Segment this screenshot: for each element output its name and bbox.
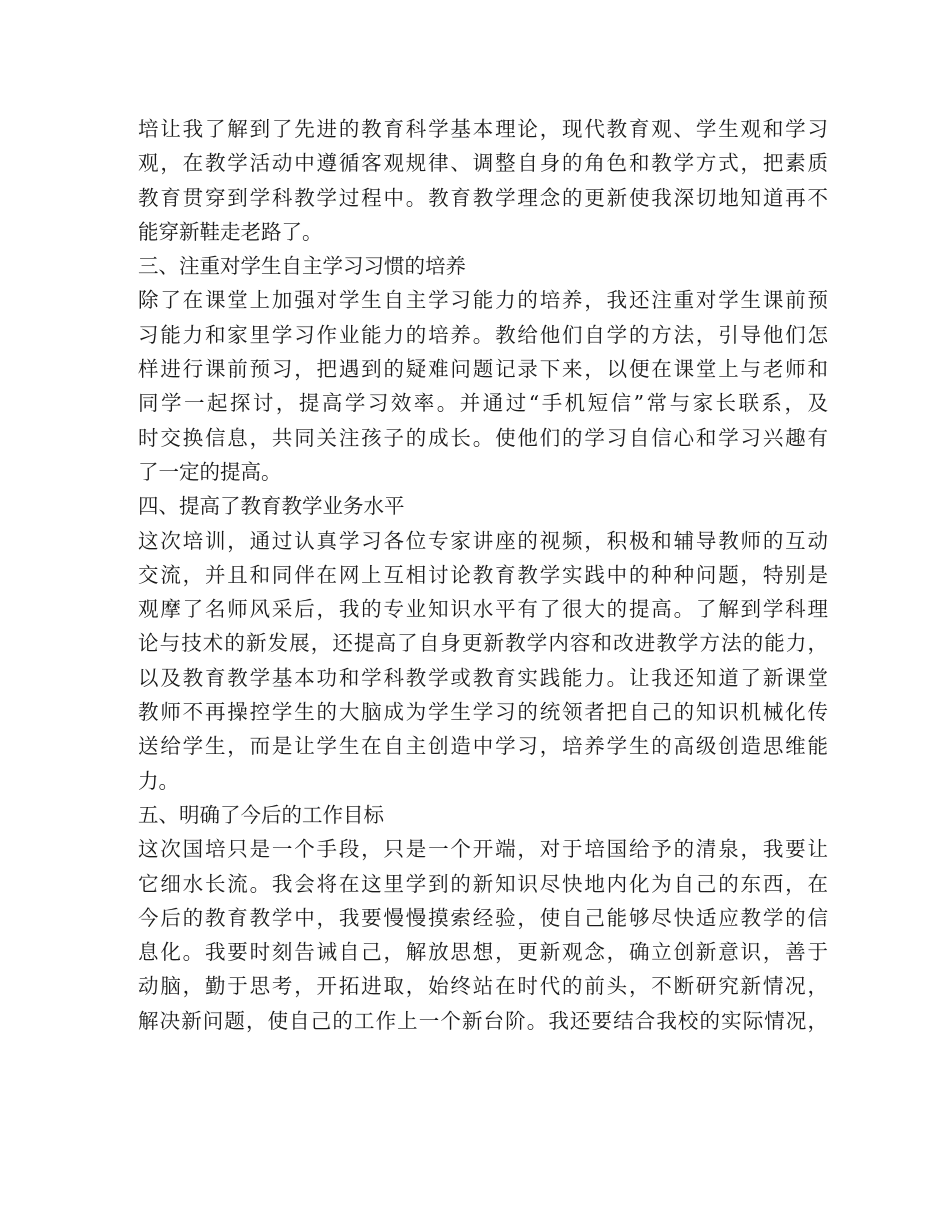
body-text-line: 教师不再操控学生的大脑成为学生学习的统领者把自己的知识机械化传 bbox=[138, 700, 828, 725]
body-text-line: 它细水长流。我会将在这里学到的新知识尽快地内化为自己的东西，在 bbox=[138, 871, 828, 896]
section-heading: 三、注重对学生自主学习习惯的培养 bbox=[138, 254, 466, 279]
body-text-line: 了一定的提高。 bbox=[138, 459, 282, 484]
body-text-line: 以及教育教学基本功和学科教学或教育实践能力。让我还知道了新课堂 bbox=[138, 665, 828, 690]
section-heading: 四、提高了教育教学业务水平 bbox=[138, 494, 405, 519]
body-text-line: 时交换信息，共同关注孩子的成长。使他们的学习自信心和学习兴趣有 bbox=[138, 425, 828, 450]
body-text-line: 同学一起探讨，提高学习效率。并通过“手机短信”常与家长联系，及 bbox=[138, 391, 828, 416]
body-text-line: 样进行课前预习，把遇到的疑难问题记录下来，以便在课堂上与老师和 bbox=[138, 357, 828, 382]
body-text-line: 解决新问题，使自己的工作上一个新台阶。我还要结合我校的实际情况， bbox=[138, 1008, 828, 1033]
body-text-line: 这次国培只是一个手段，只是一个开端，对于培国给予的清泉，我要让 bbox=[138, 837, 828, 862]
body-text-line: 息化。我要时刻告诫自己，解放思想，更新观念，确立创新意识，善于 bbox=[138, 940, 828, 965]
body-text-line: 这次培训，通过认真学习各位专家讲座的视频，积极和辅导教师的互动 bbox=[138, 528, 828, 553]
body-text-line: 除了在课堂上加强对学生自主学习能力的培养，我还注重对学生课前预 bbox=[138, 288, 828, 313]
body-text-line: 观摩了名师风采后，我的专业知识水平有了很大的提高。了解到学科理 bbox=[138, 597, 828, 622]
document-body bbox=[138, 112, 828, 1038]
body-text-line: 力。 bbox=[138, 768, 179, 793]
body-text-line: 培让我了解到了先进的教育科学基本理论，现代教育观、学生观和学习 bbox=[138, 117, 828, 141]
body-text-line: 今后的教育教学中，我要慢慢摸索经验，使自己能够尽快适应教学的信 bbox=[138, 905, 828, 930]
body-text-line: 动脑，勤于思考，开拓进取，始终站在时代的前头，不断研究新情况， bbox=[138, 974, 828, 999]
body-text-line: 交流，并且和同伴在网上互相讨论教育教学实践中的种种问题，特别是 bbox=[138, 562, 828, 587]
body-text-line: 论与技术的新发展，还提高了自身更新教学内容和改进教学方法的能力， bbox=[138, 631, 828, 656]
body-text-line: 教育贯穿到学科教学过程中。教育教学理念的更新使我深切地知道再不 bbox=[138, 185, 828, 210]
section-heading: 五、明确了今后的工作目标 bbox=[138, 802, 384, 827]
body-text-line: 能穿新鞋走老路了。 bbox=[138, 219, 323, 244]
body-text-line: 习能力和家里学习作业能力的培养。教给他们自学的方法，引导他们怎 bbox=[138, 322, 828, 347]
body-text-line: 观，在教学活动中遵循客观规律、调整自身的角色和教学方式，把素质 bbox=[138, 151, 828, 176]
body-text-line: 送给学生，而是让学生在自主创造中学习，培养学生的高级创造思维能 bbox=[138, 734, 828, 759]
